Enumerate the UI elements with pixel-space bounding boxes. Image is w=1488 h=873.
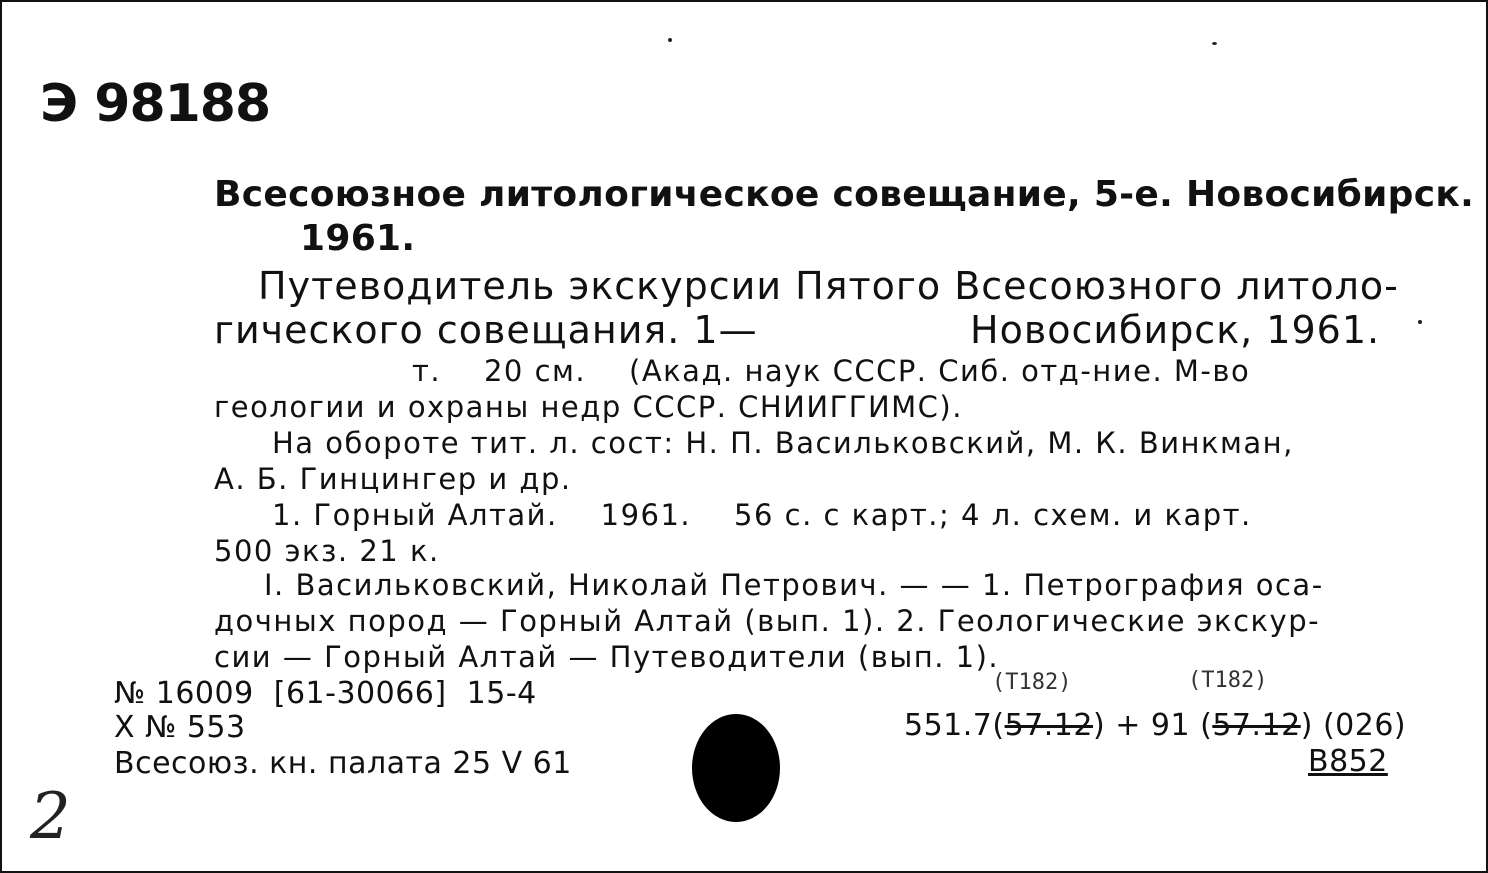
body-line-2: геологии и охраны недр СССР. СНИИГГИМС). xyxy=(214,390,963,424)
punch-hole xyxy=(692,714,780,822)
body-line-8: дочных пород — Горный Алтай (вып. 1). 2. Геологические экскур- xyxy=(214,604,1321,638)
body-line-4: А. Б. Гинцингер и др. xyxy=(214,462,572,496)
class-part-a: 551.7( xyxy=(904,708,1005,743)
speck xyxy=(1418,320,1422,324)
title-line-2a: гического совещания. 1— xyxy=(214,308,758,352)
speck xyxy=(1212,42,1217,45)
author-mark: В852 xyxy=(1308,744,1388,779)
title-line-2b: Новосибирск, 1961. xyxy=(970,308,1381,352)
body-line-3: На обороте тит. л. сост: Н. П. Васильковский, М. К. Винкман, xyxy=(272,426,1294,460)
call-number: Э 98188 xyxy=(40,74,271,134)
title-line-1: Путеводитель экскурсии Пятого Всесоюзного литоло- xyxy=(258,264,1399,308)
class-part-b: ) + 91 ( xyxy=(1092,708,1213,743)
publisher-stamp: Всесоюз. кн. палата 25 V 61 xyxy=(114,746,572,781)
body-line-5: 1. Горный Алтай. 1961. 56 с. с карт.; 4 л. схем. и карт. xyxy=(272,498,1252,532)
speck xyxy=(668,38,672,42)
accession-number: № 16009 [61-30066] 15-4 xyxy=(114,676,537,711)
handwritten-note-1: (Т182) xyxy=(992,670,1072,695)
body-line-1: т. 20 см. (Акад. наук СССР. Сиб. отд-ние. М-во xyxy=(412,354,1251,388)
class-struck-b: 57.12 xyxy=(1212,708,1301,743)
body-line-9: сии — Горный Алтай — Путеводители (вып. 1). xyxy=(214,640,1000,674)
class-struck-a: 57.12 xyxy=(1004,708,1093,743)
body-line-7: I. Васильковский, Николай Петрович. — — 1. Петрография оса- xyxy=(264,568,1324,602)
classification-code xyxy=(904,708,1406,743)
heading-line-1: Всесоюзное литологическое совещание, 5-е. Новосибирск. xyxy=(214,174,1475,215)
body-line-6: 500 экз. 21 к. xyxy=(214,534,440,568)
handwritten-mark: 2 xyxy=(30,780,71,854)
class-part-c: ) (026) xyxy=(1300,708,1407,743)
secondary-number: X № 553 xyxy=(114,710,246,745)
handwritten-note-2: (Т182) xyxy=(1188,668,1268,693)
heading-line-2: 1961. xyxy=(300,218,416,259)
